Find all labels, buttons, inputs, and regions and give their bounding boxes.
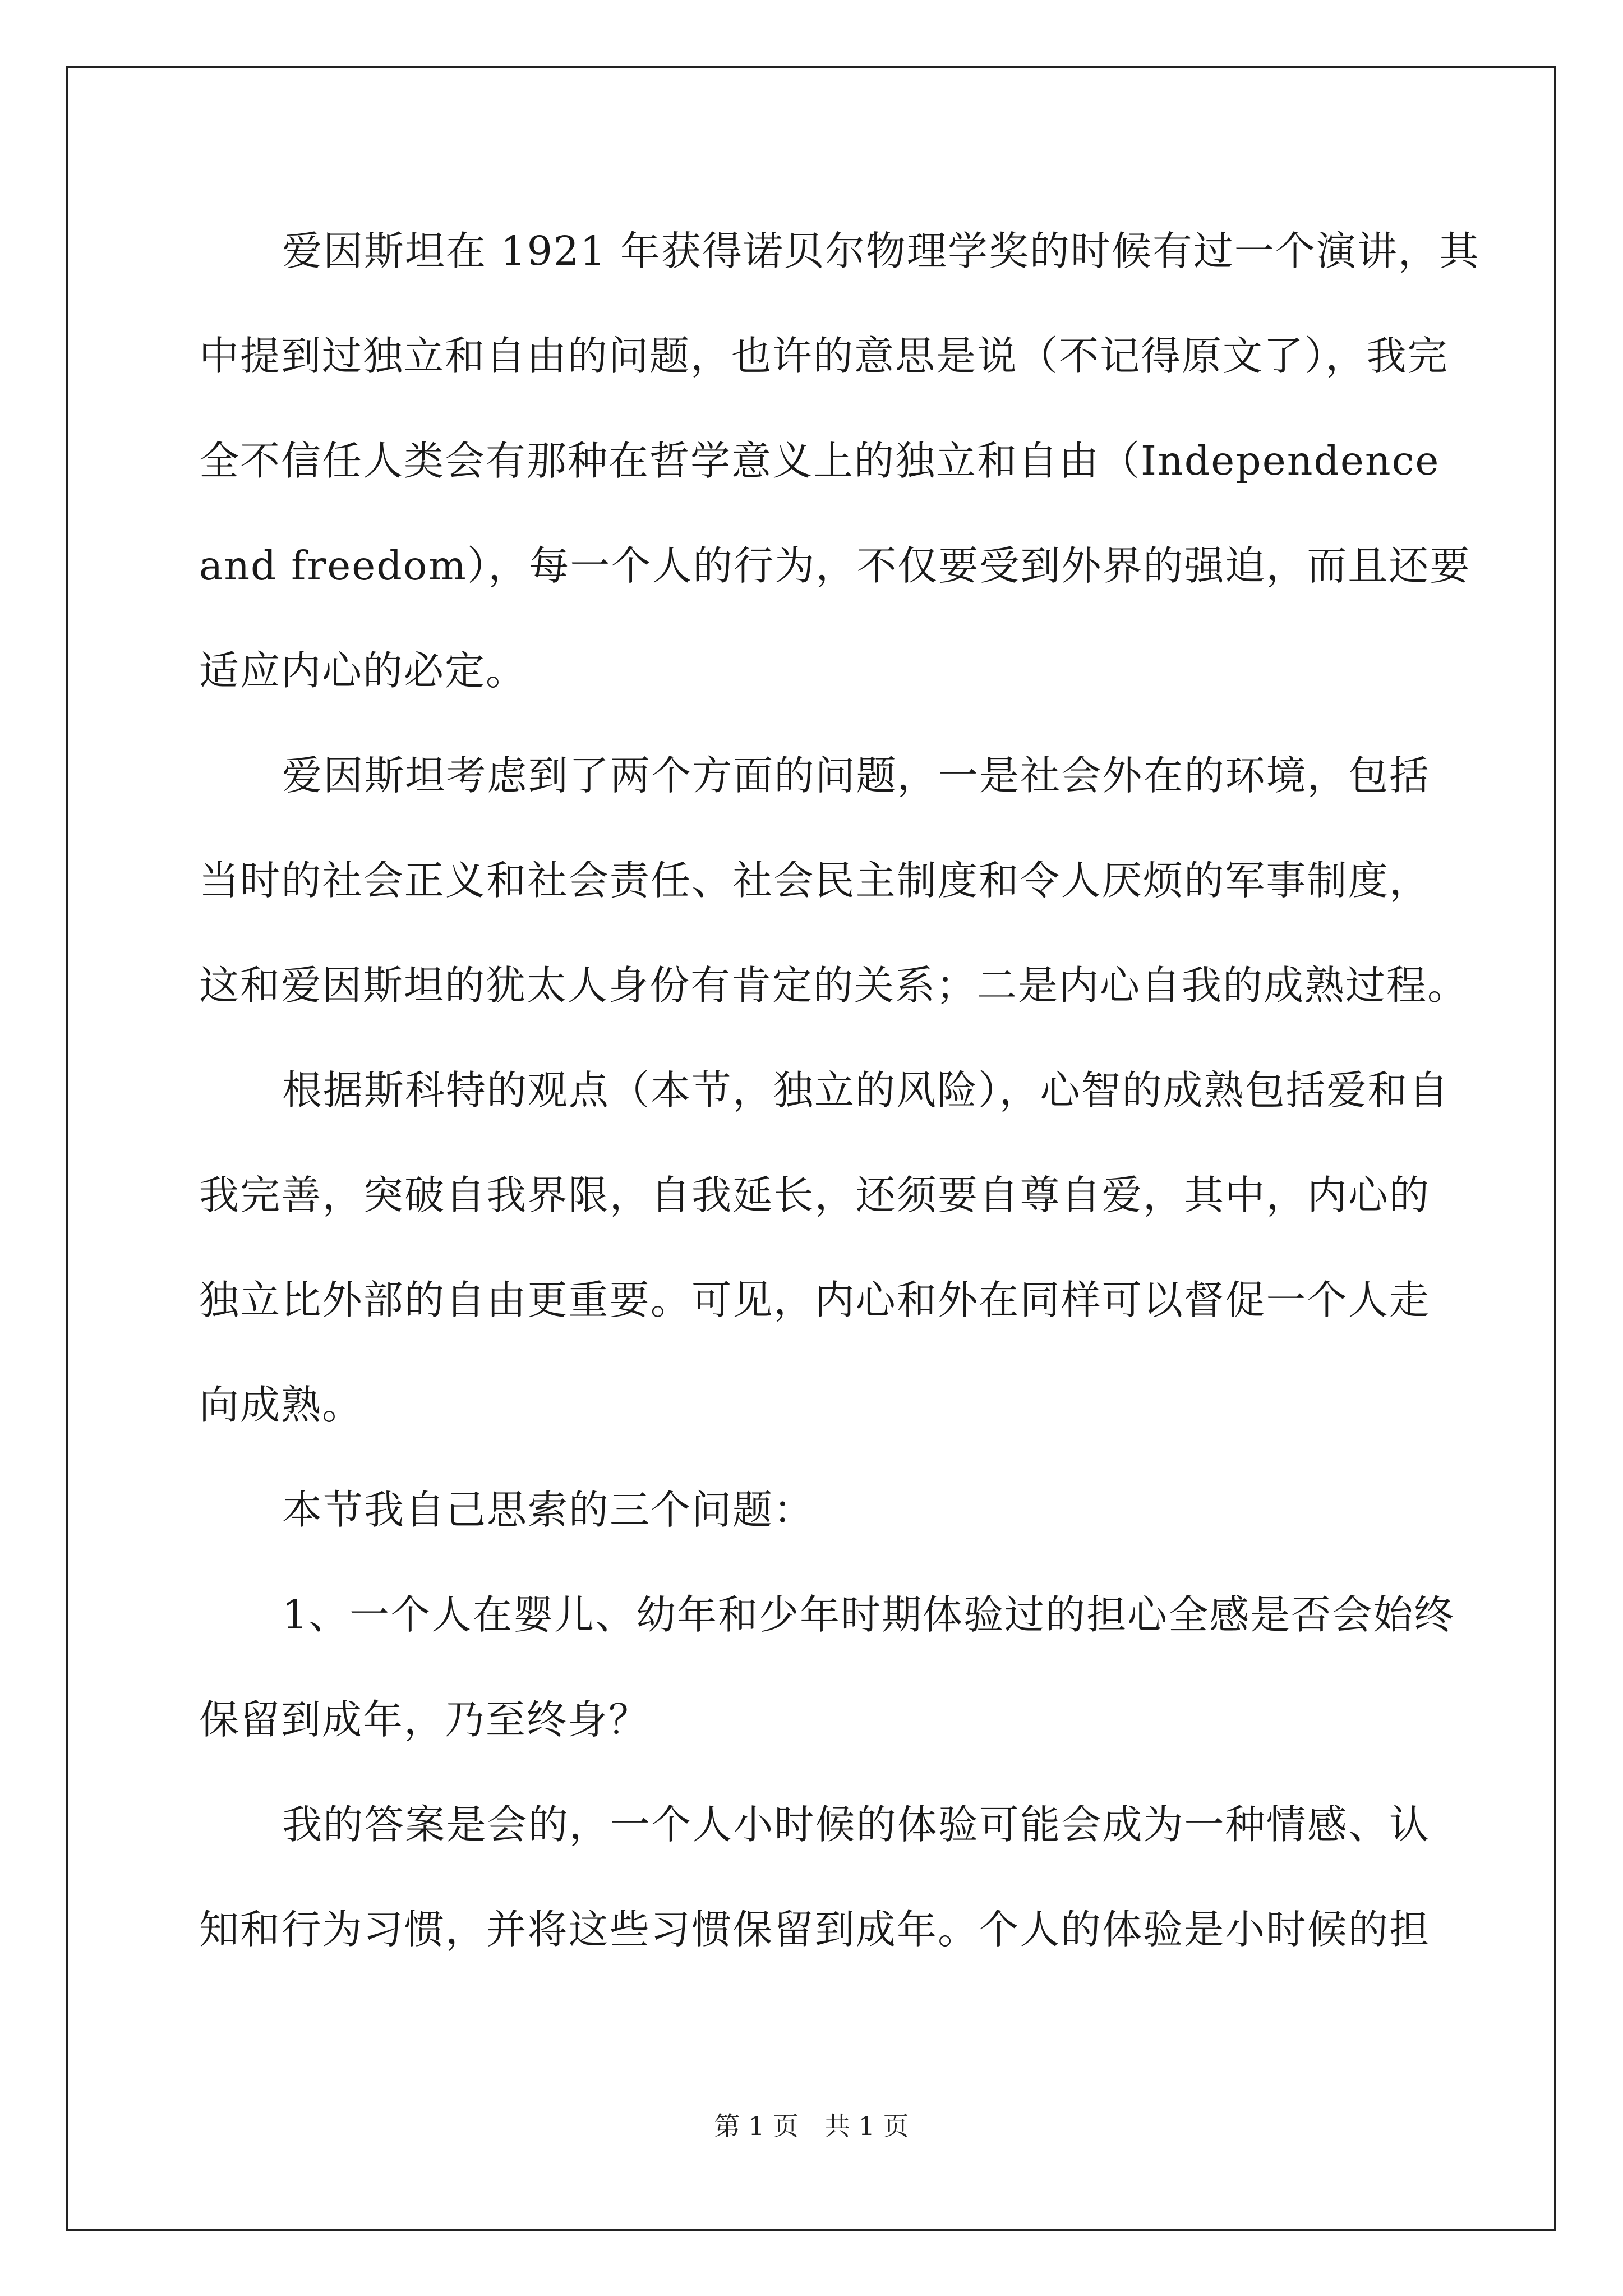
page-footer: 第 1 页 共 1 页 [714,2111,909,2141]
paragraph-line: 这和爱因斯坦的犹太人身份有肯定的关系；二是内心自我的成熟过程。 [199,962,1469,1009]
paragraph-line: 1、一个人在婴儿、幼年和少年时期体验过的担心全感是否会始终 [282,1591,1455,1638]
paragraph-line: 根据斯科特的观点（本节，独立的风险），心智的成熟包括爱和自 [282,1067,1450,1114]
paragraph-line: 独立比外部的自由更重要。可见，内心和外在同样可以督促一个人走 [199,1277,1430,1323]
paragraph-line: 本节我自己思索的三个问题： [282,1487,815,1533]
paragraph-line: 爱因斯坦考虑到了两个方面的问题，一是社会外在的环境，包括 [282,752,1430,799]
paragraph-line: 爱因斯坦在 1921 年获得诺贝尔物理学奖的时候有过一个演讲，其 [282,228,1480,274]
paragraph-line: 当时的社会正义和社会责任、社会民主制度和令人厌烦的军事制度， [199,857,1430,904]
paragraph-line: 中提到过独立和自由的问题，也许的意思是说（不记得原文了），我完 [199,333,1449,379]
paragraph-line: and freedom），每一个人的行为，不仅要受到外界的强迫，而且还要 [199,542,1471,589]
paragraph-line: 适应内心的必定。 [199,647,527,694]
paragraph-line: 向成熟。 [199,1382,363,1428]
paragraph-line: 知和行为习惯，并将这些习惯保留到成年。个人的体验是小时候的担 [199,1906,1430,1953]
paragraph-line: 我完善，突破自我界限，自我延长，还须要自尊自爱，其中，内心的 [199,1172,1430,1218]
paragraph-line: 全不信任人类会有那种在哲学意义上的独立和自由（Independence [199,438,1440,484]
paragraph-line: 我的答案是会的，一个人小时候的体验可能会成为一种情感、认 [282,1801,1430,1848]
paragraph-line: 保留到成年，乃至终身？ [199,1696,650,1743]
